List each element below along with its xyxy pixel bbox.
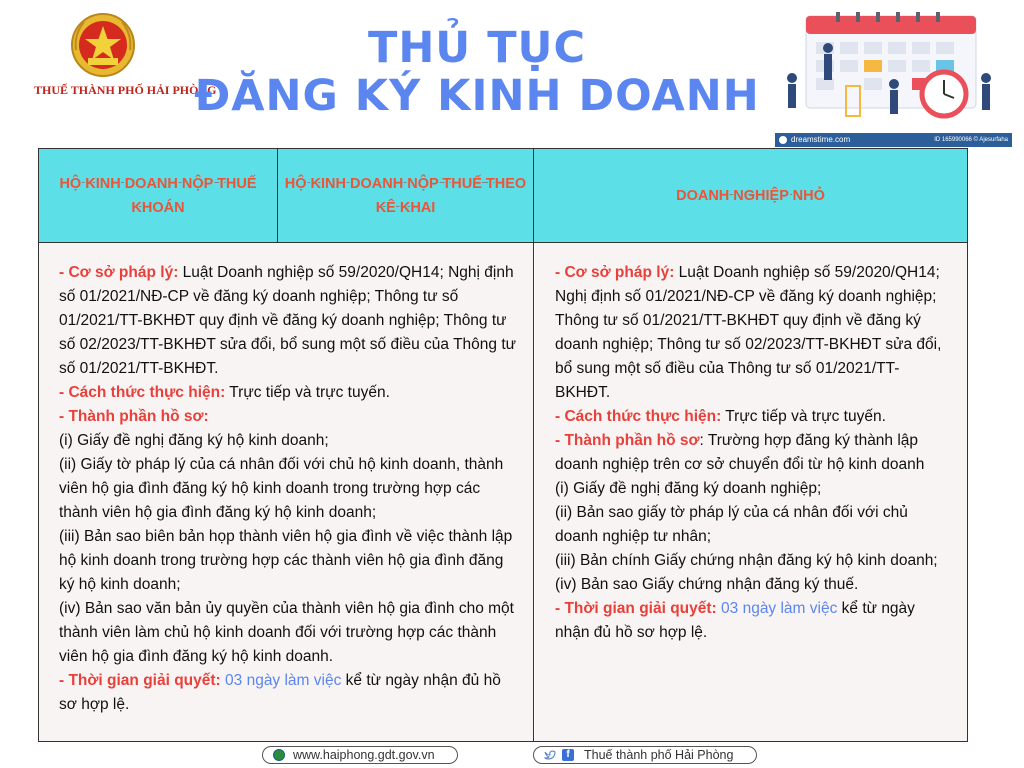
processing-time-text: kể từ ngày nhận đủ hồ sơ hợp lệ. xyxy=(59,672,501,713)
method-text: Trực tiếp và trực tuyến. xyxy=(721,408,886,425)
watermark-id: ID 165990066 © Ajesurfaha xyxy=(934,137,1008,143)
page-title xyxy=(190,24,764,120)
documents-paragraph xyxy=(555,429,951,477)
globe-icon xyxy=(273,749,285,761)
enterprise-content-cell xyxy=(535,243,967,741)
dreamstime-logo-icon xyxy=(779,136,787,144)
legal-basis-paragraph xyxy=(555,261,951,405)
method-label: - Cách thức thực hiện: xyxy=(59,384,226,401)
calendar-illustration-icon xyxy=(776,8,1012,132)
documents-label: - Thành phần hồ sơ xyxy=(555,432,700,449)
method-text: Trực tiếp và trực tuyến. xyxy=(225,384,390,401)
watermark-bar xyxy=(775,133,1012,147)
processing-time-label: - Thời gian giải quyết: xyxy=(59,672,221,689)
method-paragraph xyxy=(59,381,519,405)
document-item: (ii) Bản sao giấy tờ pháp lý của cá nhân đối với chủ doanh nghiệp tư nhân; xyxy=(555,504,908,545)
legal-basis-label: - Cơ sở pháp lý: xyxy=(59,264,179,281)
watermark-brand: dreamstime.com xyxy=(791,135,851,144)
document-item: (iii) Bản sao biên bản họp thành viên hộ gia đình về việc thành lập hộ kinh doanh trong trường hợp các thành viên hộ gia đình đăng ký hộ kinh doanh; xyxy=(59,528,513,593)
processing-time-paragraph xyxy=(555,597,951,645)
documents-label: - Thành phần hồ sơ: xyxy=(59,408,209,425)
processing-time-text: kể từ ngày nhận đủ hồ sơ hợp lệ. xyxy=(555,600,915,641)
facebook-icon: f xyxy=(562,749,574,761)
website-link[interactable] xyxy=(262,746,458,764)
procedure-table xyxy=(38,148,968,742)
documents-intro: : Trường hợp đăng ký thành lập doanh nghiệp trên cơ sở chuyển đổi từ hộ kinh doanh xyxy=(555,432,925,473)
website-url: www.haiphong.gdt.gov.vn xyxy=(293,748,435,762)
document-item: (i) Giấy đề nghị đăng ký doanh nghiệp; xyxy=(555,480,822,497)
tax-logo xyxy=(34,10,217,102)
household-content xyxy=(59,261,519,717)
documents-paragraph xyxy=(59,405,519,429)
processing-time-paragraph xyxy=(59,669,519,717)
processing-time-highlight: 03 ngày làm việc xyxy=(716,600,838,617)
enterprise-content xyxy=(555,261,951,645)
header-household-flat-tax: HỘ KINH DOANH NỘP THUẾ KHOÁN xyxy=(39,149,278,242)
logo-caption: THUẾ THÀNH PHỐ HẢI PHÒNG xyxy=(34,83,217,97)
document-item: (iv) Bản sao văn bản ủy quyền của thành viên hộ gia đình cho một thành viên làm chủ hộ kinh doanh đối với trường hợp các thành viên hộ gia đình đăng ký hộ kinh doanh. xyxy=(59,600,514,665)
tax-emblem-icon xyxy=(70,12,136,78)
document-item: (iv) Bản sao Giấy chứng nhận đăng ký thuế. xyxy=(555,576,859,593)
legal-basis-text: Luật Doanh nghiệp số 59/2020/QH14; Nghị định số 01/2021/NĐ-CP về đăng ký doanh nghiệp; Thông tư số 01/2021/TT-BKHĐT quy định về đăng ký doanh nghiệp; Thông tư số 02/2023/TT-BKHĐT sửa đổi, bổ sung một số điều của Thông tư số 01/2021/TT-BKHĐT. xyxy=(59,264,517,377)
social-page-name: Thuế thành phố Hải Phòng xyxy=(584,748,734,762)
header-small-enterprise: DOANH NGHIỆP NHỎ xyxy=(534,149,967,242)
document-item: (ii) Giấy tờ pháp lý của cá nhân đối với chủ hộ kinh doanh, thành viên hộ gia đình đăng ký hộ kinh doanh trong trường hợp các thành viên hộ gia đình đăng ký hộ kinh doanh; xyxy=(59,456,504,521)
header-household-declared-tax: HỘ KINH DOANH NỘP THUẾ THEO KÊ KHAI xyxy=(278,149,534,242)
legal-basis-text: Luật Doanh nghiệp số 59/2020/QH14; Nghị định số 01/2021/NĐ-CP về đăng ký doanh nghiệp; Thông tư số 01/2021/TT-BKHĐT quy định về đăng ký doanh nghiệp; Thông tư số 02/2023/TT-BKHĐT sửa đổi, bổ sung một số điều của Thông tư số 01/2021/TT-BKHĐT. xyxy=(555,264,942,401)
title-line-1: THỦ TỤC xyxy=(367,23,586,73)
document-item: (i) Giấy đề nghị đăng ký hộ kinh doanh; xyxy=(59,432,329,449)
social-link[interactable] xyxy=(533,746,757,764)
processing-time-label: - Thời gian giải quyết: xyxy=(555,600,717,617)
method-label: - Cách thức thực hiện: xyxy=(555,408,722,425)
legal-basis-paragraph xyxy=(59,261,519,381)
processing-time-highlight: 03 ngày làm việc xyxy=(220,672,342,689)
legal-basis-label: - Cơ sở pháp lý: xyxy=(555,264,675,281)
title-line-2: ĐĂNG KÝ KINH DOANH xyxy=(194,71,760,122)
twitter-icon xyxy=(544,749,556,761)
method-paragraph xyxy=(555,405,951,429)
household-content-cell xyxy=(39,243,534,741)
document-item: (iii) Bản chính Giấy chứng nhận đăng ký hộ kinh doanh; xyxy=(555,552,938,569)
